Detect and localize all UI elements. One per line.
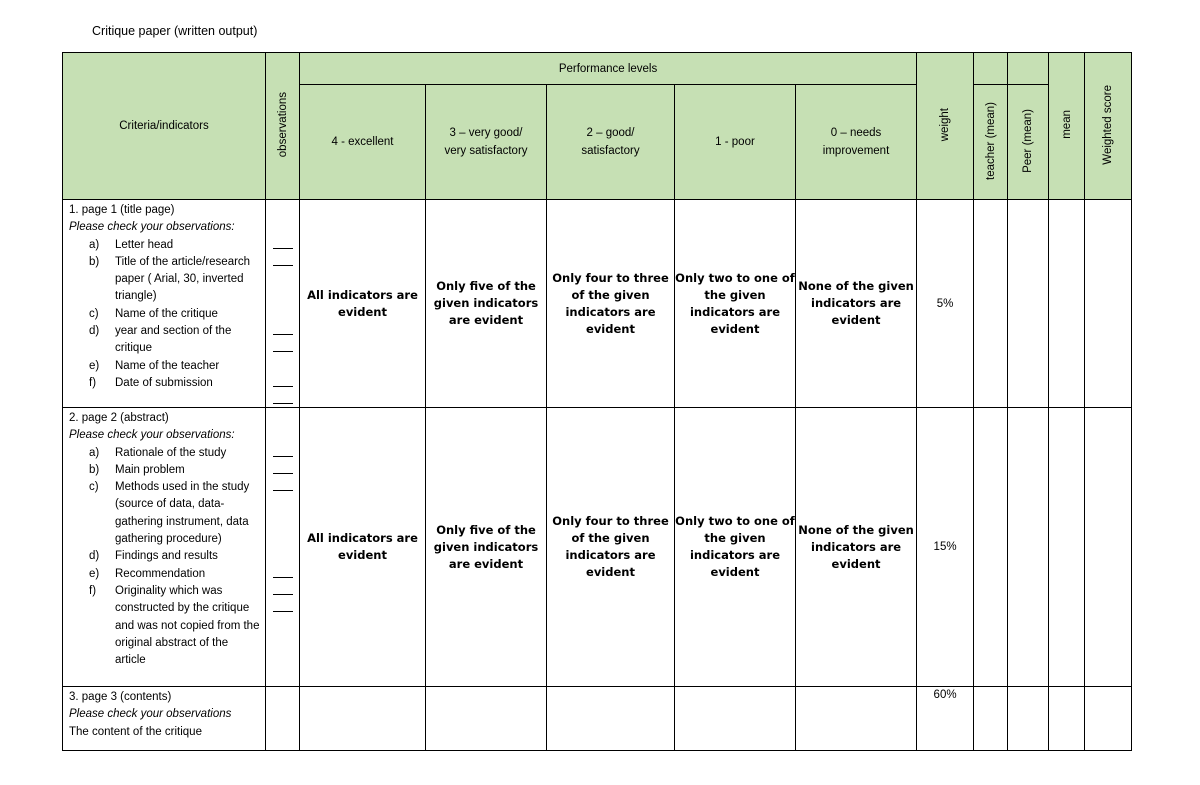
- item-marker: a): [89, 238, 100, 251]
- criterion-row-1: [63, 200, 1132, 408]
- level-4-header: [300, 85, 426, 200]
- observations-header: [266, 53, 300, 200]
- criterion-1-title: 1. page 1 (title page): [69, 204, 175, 216]
- weighted-score-header: [1085, 53, 1132, 200]
- item-marker: e): [89, 567, 100, 580]
- performance-levels-header: [300, 53, 917, 85]
- item-text: Name of the critique: [115, 307, 218, 320]
- criterion-1-instruction: Please check your observations:: [69, 221, 235, 234]
- header-row-1: [63, 53, 1132, 85]
- teacher-mean-label: teacher (mean): [984, 101, 997, 180]
- teacher-mean-cell[interactable]: [974, 687, 1008, 751]
- list-item: [69, 358, 261, 375]
- level-0-descriptor: None of the given indicators are evident: [796, 408, 917, 687]
- list-item: [69, 375, 261, 392]
- item-text: Findings and results: [115, 550, 218, 563]
- level-4-descriptor: All indicators are evident: [300, 408, 426, 687]
- check-blank[interactable]: [273, 490, 293, 491]
- level-0-label-2: improvement: [822, 145, 890, 157]
- list-item: [69, 445, 261, 462]
- criteria-header-label: Criteria/indicators: [119, 120, 209, 132]
- level-3-descriptor: Only five of the given indicators are evident: [426, 408, 547, 687]
- criteria-header: [63, 53, 266, 200]
- criterion-2-instruction: Please check your observations:: [69, 429, 235, 442]
- criterion-2-cell: [63, 408, 266, 687]
- level-4-descriptor: [300, 687, 426, 751]
- list-item: [69, 462, 261, 479]
- level-1-header: [675, 85, 796, 200]
- weight-header: [917, 53, 974, 200]
- weighted-score-header-label: Weighted score: [1102, 84, 1115, 165]
- criterion-row-2: [63, 408, 1132, 687]
- level-2-label: 2 – good/: [586, 127, 635, 139]
- level-2-label-2: satisfactory: [581, 145, 640, 157]
- level-0-label: 0 – needs: [830, 127, 882, 139]
- peer-mean-cell[interactable]: [1008, 200, 1049, 408]
- item-text: Letter head: [115, 238, 174, 251]
- item-marker: b): [89, 255, 100, 268]
- level-1-label: 1 - poor: [715, 136, 755, 148]
- criterion-2-list: [69, 445, 261, 670]
- level-2-descriptor: Only four to three of the given indicators are evident: [547, 200, 675, 408]
- teacher-mean-cell[interactable]: [974, 408, 1008, 687]
- item-marker: c): [89, 307, 99, 320]
- check-blank[interactable]: [273, 611, 293, 612]
- list-item: [69, 323, 261, 358]
- teacher-header-top: [974, 53, 1008, 85]
- peer-header-top: [1008, 53, 1049, 85]
- observations-cell-1[interactable]: [266, 200, 300, 408]
- rubric-table: [62, 52, 1132, 751]
- criterion-3-title: 3. page 3 (contents): [69, 691, 172, 703]
- check-blank[interactable]: [273, 265, 293, 266]
- criterion-3-cell: [63, 687, 266, 751]
- item-marker: a): [89, 446, 100, 459]
- item-text: Rationale of the study: [115, 446, 227, 459]
- level-2-descriptor: [547, 687, 675, 751]
- check-blank[interactable]: [273, 473, 293, 474]
- check-blank[interactable]: [273, 351, 293, 352]
- level-1-descriptor: [675, 687, 796, 751]
- item-marker: d): [89, 550, 100, 563]
- item-text: Main problem: [115, 463, 185, 476]
- check-blank[interactable]: [273, 456, 293, 457]
- check-blank[interactable]: [273, 403, 293, 404]
- mean-cell[interactable]: [1049, 408, 1085, 687]
- item-text: Recommendation: [115, 567, 206, 580]
- item-marker: f): [89, 584, 97, 597]
- peer-mean-header: [1008, 85, 1049, 200]
- mean-cell[interactable]: [1049, 200, 1085, 408]
- peer-mean-cell[interactable]: [1008, 687, 1049, 751]
- list-item: [69, 254, 261, 306]
- check-blank[interactable]: [273, 594, 293, 595]
- weighted-score-cell[interactable]: [1085, 687, 1132, 751]
- criterion-row-3: [63, 687, 1132, 751]
- teacher-mean-header: [974, 85, 1008, 200]
- performance-levels-label: Performance levels: [558, 62, 658, 75]
- weighted-score-cell[interactable]: [1085, 200, 1132, 408]
- level-1-descriptor: Only two to one of the given indicators are evident: [675, 200, 796, 408]
- observations-cell-2[interactable]: [266, 408, 300, 687]
- list-item: [69, 566, 261, 583]
- level-0-descriptor: [796, 687, 917, 751]
- level-0-descriptor: None of the given indicators are evident: [796, 200, 917, 408]
- level-4-label: 4 - excellent: [331, 136, 394, 148]
- level-1-descriptor: Only two to one of the given indicators are evident: [675, 408, 796, 687]
- criterion-3-description: The content of the critique: [69, 725, 202, 738]
- mean-cell[interactable]: [1049, 687, 1085, 751]
- level-3-header: [426, 85, 547, 200]
- weighted-score-cell[interactable]: [1085, 408, 1132, 687]
- list-item: [69, 548, 261, 565]
- mean-header: [1049, 53, 1085, 200]
- observations-header-label: observations: [276, 91, 289, 158]
- peer-mean-label: Peer (mean): [1022, 108, 1035, 173]
- item-text: Originality which was constructed by the critique and was not copied from the original abstract of the article: [115, 584, 260, 667]
- item-marker: b): [89, 463, 100, 476]
- item-marker: d): [89, 325, 100, 338]
- weight-value: 15%: [917, 408, 974, 687]
- level-3-label-2: very satisfactory: [444, 145, 528, 157]
- criterion-1-cell: [63, 200, 266, 408]
- teacher-mean-cell[interactable]: [974, 200, 1008, 408]
- criterion-2-title: 2. page 2 (abstract): [69, 412, 169, 424]
- level-3-label: 3 – very good/: [449, 127, 523, 139]
- item-marker: e): [89, 359, 100, 372]
- item-text: Name of the teacher: [115, 359, 220, 372]
- level-2-header: [547, 85, 675, 200]
- check-blank[interactable]: [273, 577, 293, 578]
- check-blank[interactable]: [273, 334, 293, 335]
- level-3-descriptor: [426, 687, 547, 751]
- weight-header-label: weight: [939, 107, 952, 142]
- item-marker: c): [89, 481, 99, 494]
- document-title: Critique paper (written output): [92, 24, 258, 38]
- criterion-3-instruction: Please check your observations: [69, 708, 232, 721]
- list-item: [69, 237, 261, 254]
- item-text: Title of the article/research paper ( Arial, 30, inverted triangle): [115, 255, 251, 303]
- item-text: Methods used in the study (source of data, data-gathering instrument, data gathering procedure): [115, 481, 250, 546]
- level-2-descriptor: Only four to three of the given indicators are evident: [547, 408, 675, 687]
- list-item: [69, 479, 261, 548]
- list-item: [69, 306, 261, 323]
- item-text: year and section of the critique: [115, 325, 232, 355]
- item-text: Date of submission: [115, 376, 213, 389]
- criterion-1-list: [69, 237, 261, 393]
- level-3-descriptor: Only five of the given indicators are evident: [426, 200, 547, 408]
- weight-value: 5%: [917, 200, 974, 408]
- item-marker: f): [89, 376, 97, 389]
- weight-value: 60%: [917, 687, 974, 751]
- mean-header-label: mean: [1060, 110, 1073, 139]
- observations-cell-3[interactable]: [266, 687, 300, 751]
- list-item: [69, 583, 261, 669]
- check-blank[interactable]: [273, 386, 293, 387]
- level-0-header: [796, 85, 917, 200]
- peer-mean-cell[interactable]: [1008, 408, 1049, 687]
- check-blank[interactable]: [273, 248, 293, 249]
- level-4-descriptor: All indicators are evident: [300, 200, 426, 408]
